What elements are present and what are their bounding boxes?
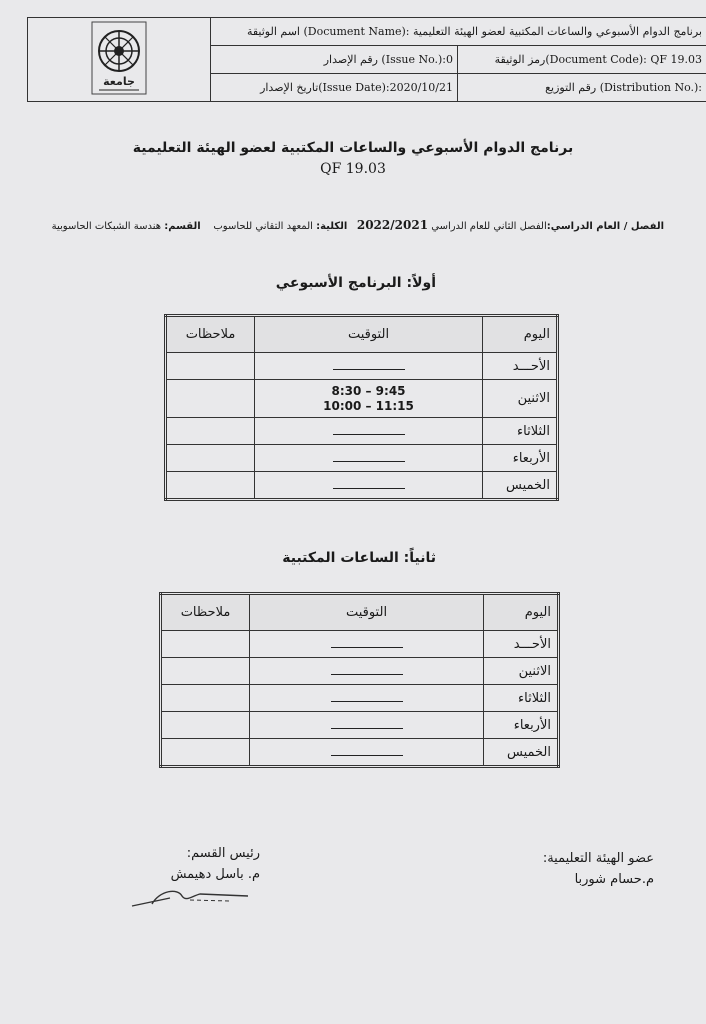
time-cell: [255, 353, 483, 380]
faculty-name: م.حسام شوربا: [574, 872, 654, 887]
table-header-row: [166, 316, 558, 353]
notes-cell: [161, 712, 250, 739]
table-row: [166, 353, 558, 380]
document-name-cell: اسم الوثيقة (Document Name): برنامج الدوام الأسبوعي والساعات المكتبية لعضو الهيئة التعليمية: [211, 18, 706, 46]
issue-date-cell: تاريخ الإصدار(Issue Date):2020/10/21: [211, 74, 458, 102]
day-cell: الأربعاء: [483, 445, 558, 472]
department-label: القسم:: [164, 221, 201, 232]
document-header-table: [27, 17, 706, 102]
blank-line: [333, 455, 405, 462]
blank-line: [331, 722, 403, 729]
office-hours-table: [159, 592, 560, 768]
semester-label: الفصل / العام الدراسي:: [546, 221, 664, 232]
time-cell: [250, 631, 484, 658]
table-row: [161, 712, 559, 739]
time-cell: [255, 418, 483, 445]
time-cell: [250, 685, 484, 712]
notes-cell: [161, 685, 250, 712]
semester-value: الفصل الثاني للعام الدراسي: [431, 221, 547, 232]
day-column-header: اليوم: [484, 594, 559, 631]
notes-cell: [166, 380, 255, 418]
table-header-row: [161, 594, 559, 631]
notes-cell: [166, 353, 255, 380]
notes-cell: [166, 418, 255, 445]
distribution-no-cell: رقم التوزيع (Distribution No.):: [458, 74, 706, 102]
day-cell: الأحـــد: [484, 631, 559, 658]
day-column-header: اليوم: [483, 316, 558, 353]
day-cell: الثلاثاء: [484, 685, 559, 712]
faculty-signature-block: [543, 851, 654, 893]
notes-cell: [166, 445, 255, 472]
time-cell: [255, 380, 483, 418]
weekly-schedule-heading: أولاً: البرنامج الأسبوعي: [275, 275, 436, 291]
faculty-label: عضو الهيئة التعليمية:: [542, 851, 654, 866]
day-cell: الأربعاء: [484, 712, 559, 739]
day-cell: الاثنين: [484, 658, 559, 685]
weekly-schedule-table: [164, 314, 559, 501]
time-cell: [250, 739, 484, 767]
day-cell: الأحـــد: [483, 353, 558, 380]
document-code-cell: رمز الوثيقة(Document Code): QF 19.03: [458, 46, 706, 74]
notes-column-header: ملاحظات: [161, 594, 250, 631]
svg-text:جامعة: جامعة: [103, 75, 135, 88]
handwritten-signature: [130, 884, 260, 914]
time-column-header: التوقيت: [255, 316, 483, 353]
blank-line: [333, 363, 405, 370]
notes-cell: [166, 472, 255, 500]
day-cell: الاثنين: [483, 380, 558, 418]
office-hours-heading: ثانياً: الساعات المكتبية: [282, 550, 436, 566]
university-logo: [91, 21, 147, 95]
table-row: [161, 631, 559, 658]
blank-line: [331, 668, 403, 675]
notes-cell: [161, 631, 250, 658]
department-head-name: م. باسل دهيمش: [170, 867, 260, 882]
notes-cell: [161, 658, 250, 685]
day-cell: الخميس: [484, 739, 559, 767]
table-row: [166, 380, 558, 418]
time-cell: [250, 658, 484, 685]
notes-column-header: ملاحظات: [166, 316, 255, 353]
document-code-title: QF 19.03: [320, 161, 386, 177]
time-column-header: التوقيت: [250, 594, 484, 631]
issue-no-cell: رقم الإصدار (Issue No.):0: [211, 46, 458, 74]
department-head-signature-block: [130, 846, 260, 918]
time-slot: 8:30 – 9:45: [331, 383, 406, 398]
course-info-line: [40, 218, 664, 232]
department-value: هندسة الشبكات الحاسوبية: [51, 221, 162, 232]
blank-line: [331, 641, 403, 648]
table-row: [161, 658, 559, 685]
day-cell: الثلاثاء: [483, 418, 558, 445]
table-row: [166, 445, 558, 472]
blank-line: [333, 428, 405, 435]
time-cell: [255, 445, 483, 472]
college-value: المعهد التقاني للحاسوب: [213, 221, 313, 232]
table-row: [161, 739, 559, 767]
blank-line: [333, 482, 405, 489]
table-row: [161, 685, 559, 712]
time-cell: [255, 472, 483, 500]
table-row: [166, 472, 558, 500]
time-cell: [250, 712, 484, 739]
university-logo-cell: [28, 18, 211, 102]
notes-cell: [161, 739, 250, 767]
day-cell: الخميس: [483, 472, 558, 500]
department-head-label: رئيس القسم:: [186, 846, 260, 861]
academic-year: 2022/2021: [356, 218, 429, 232]
college-label: الكلية:: [316, 221, 348, 232]
blank-line: [331, 749, 403, 756]
time-slot: 10:00 – 11:15: [323, 398, 414, 413]
blank-line: [331, 695, 403, 702]
document-title: برنامج الدوام الأسبوعي والساعات المكتبية لعضو الهيئة التعليمية: [132, 140, 574, 156]
table-row: [166, 418, 558, 445]
